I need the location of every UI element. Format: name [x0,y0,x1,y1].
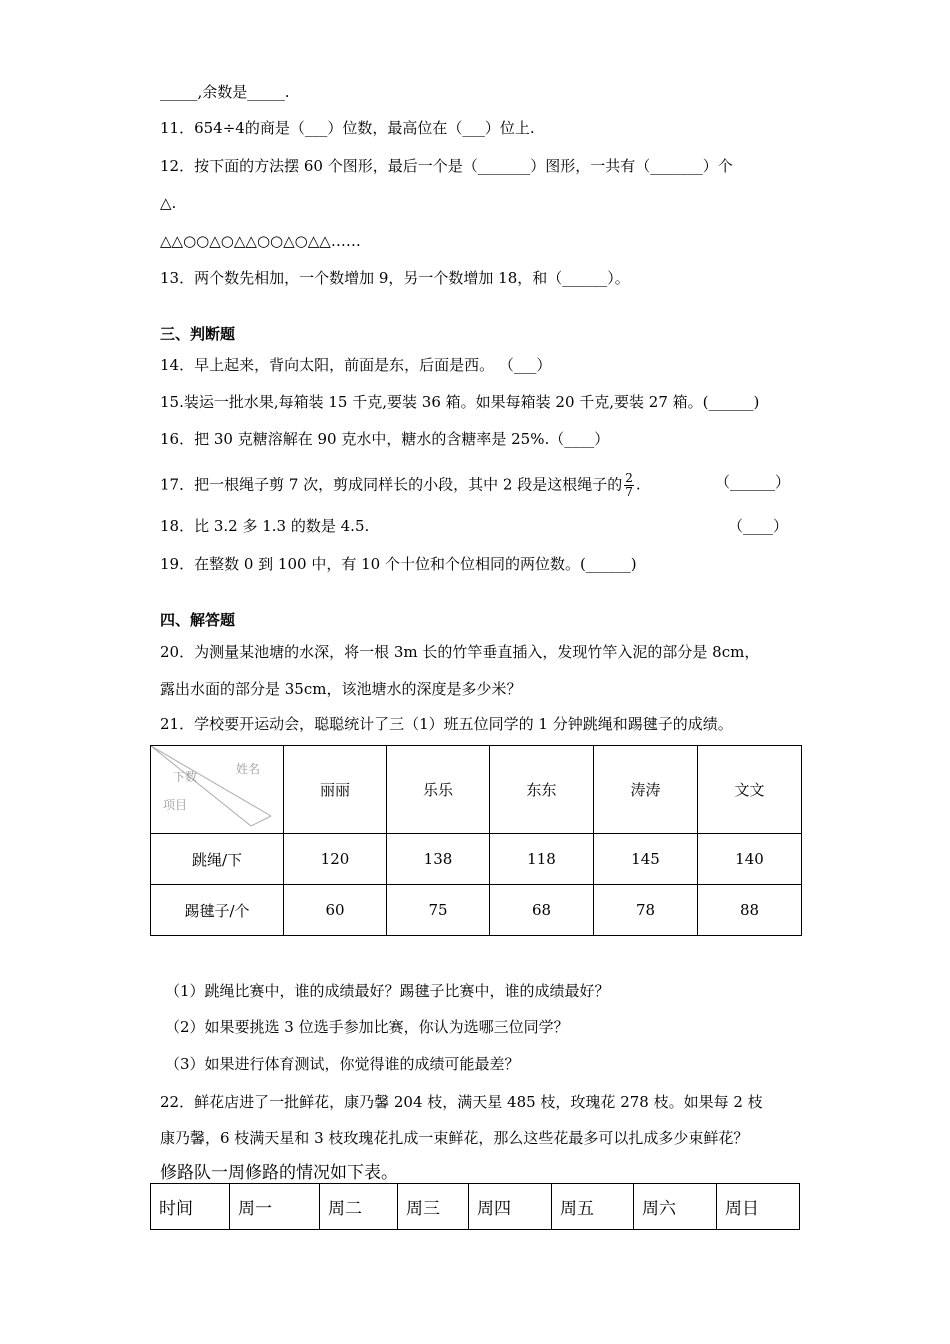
corner-label-item: 项目 [163,798,188,812]
question-18-blank: （____） [728,517,789,535]
table-cell: 周三 [398,1184,469,1230]
table-row [151,885,802,936]
question-17 [160,472,641,499]
road-table [150,1183,800,1230]
table-cell: 周二 [320,1184,398,1230]
question-12-line1: 12．按下面的方法摆 60 个图形，最后一个是（_______）图形，一共有（_______）个 [160,157,733,175]
question-15: 15.装运一批水果,每箱装 15 千克,要装 36 箱。如果每箱装 20 千克,要装 27 箱。(______) [160,393,760,411]
table-cell: 88 [698,885,802,936]
question-22-line1: 22．鲜花店进了一批鲜花，康乃馨 204 枝，满天星 485 枝，玫瑰花 278 枝。如果每 2 枝 [160,1093,763,1111]
table-cell: 周日 [717,1184,800,1230]
table-header-row [151,746,802,834]
fraction-numerator: 2 [625,471,633,485]
table-cell: 140 [698,834,802,885]
table-cell: 周四 [469,1184,552,1230]
table-row [151,1184,800,1230]
table-cell: 68 [490,885,594,936]
diagonal-lines [151,746,284,833]
column-header: 东东 [490,746,594,834]
question-23-title: 修路队一周修路的情况如下表。 [160,1163,398,1183]
corner-label-name: 姓名 [236,762,261,776]
question-14: 14．早上起来，背向太阳，前面是东，后面是西。 （___） [160,356,552,374]
table-corner-cell [151,746,284,834]
question-22-line2: 康乃馨，6 枝满天星和 3 枝玫瑰花扎成一束鲜花，那么这些花最多可以扎成多少束鲜花？ [160,1129,749,1147]
corner-label-count: 下数 [173,770,198,784]
question-20-line1: 20．为测量某池塘的水深，将一根 3m 长的竹竿垂直插入，发现竹竿入泥的部分是 8cm， [160,643,760,661]
question-10-tail: _____,余数是_____. [160,83,290,101]
question-12-line2: △. [160,194,177,212]
table-cell: 周一 [230,1184,320,1230]
score-table [150,745,802,936]
question-21-sub1: （1）跳绳比赛中，谁的成绩最好？踢毽子比赛中，谁的成绩最好？ [165,982,610,1000]
column-header: 文文 [698,746,802,834]
table-cell: 118 [490,834,594,885]
table-row [151,834,802,885]
question-19: 19．在整数 0 到 100 中，有 10 个十位和个位相同的两位数。(______) [160,555,637,573]
table-cell: 时间 [151,1184,230,1230]
question-21: 21．学校要开运动会，聪聪统计了三（1）班五位同学的 1 分钟跳绳和踢毽子的成绩。 [160,715,733,733]
table-cell: 138 [387,834,490,885]
column-header: 涛涛 [594,746,698,834]
table-cell: 周五 [552,1184,634,1230]
question-21-sub2: （2）如果要挑选 3 位选手参加比赛，你认为选哪三位同学？ [165,1018,569,1036]
fraction [624,472,634,499]
row-label: 跳绳/下 [151,834,284,885]
question-11: 11．654÷4的商是（___）位数，最高位在（___）位上. [160,119,535,137]
column-header: 丽丽 [284,746,387,834]
question-12-pattern: △△○○△○△△○○△○△△…… [160,232,361,250]
question-17-blank: （______） [715,473,791,491]
question-20-line2: 露出水面的部分是 35cm，该池塘水的深度是多少米？ [160,680,522,698]
question-18: 18．比 3.2 多 1.3 的数是 4.5. [160,517,370,535]
table-cell: 120 [284,834,387,885]
question-21-sub3: （3）如果进行体育测试，你觉得谁的成绩可能最差？ [165,1055,520,1073]
question-17-end: . [635,475,641,494]
table-cell: 78 [594,885,698,936]
question-17-text: 17．把一根绳子剪 7 次，剪成同样长的小段，其中 2 段是这根绳子的 [160,475,623,494]
table-cell: 周六 [634,1184,717,1230]
section-4-title: 四、解答题 [160,611,236,629]
question-16: 16．把 30 克糖溶解在 90 克水中，糖水的含糖率是 25%.（____） [160,430,610,448]
table-cell: 75 [387,885,490,936]
section-3-title: 三、判断题 [160,325,236,343]
row-label: 踢毽子/个 [151,885,284,936]
fraction-denominator: 7 [625,485,633,499]
table-cell: 145 [594,834,698,885]
question-13: 13．两个数先相加，一个数增加 9，另一个数增加 18，和（______）。 [160,269,630,287]
table-cell: 60 [284,885,387,936]
column-header: 乐乐 [387,746,490,834]
